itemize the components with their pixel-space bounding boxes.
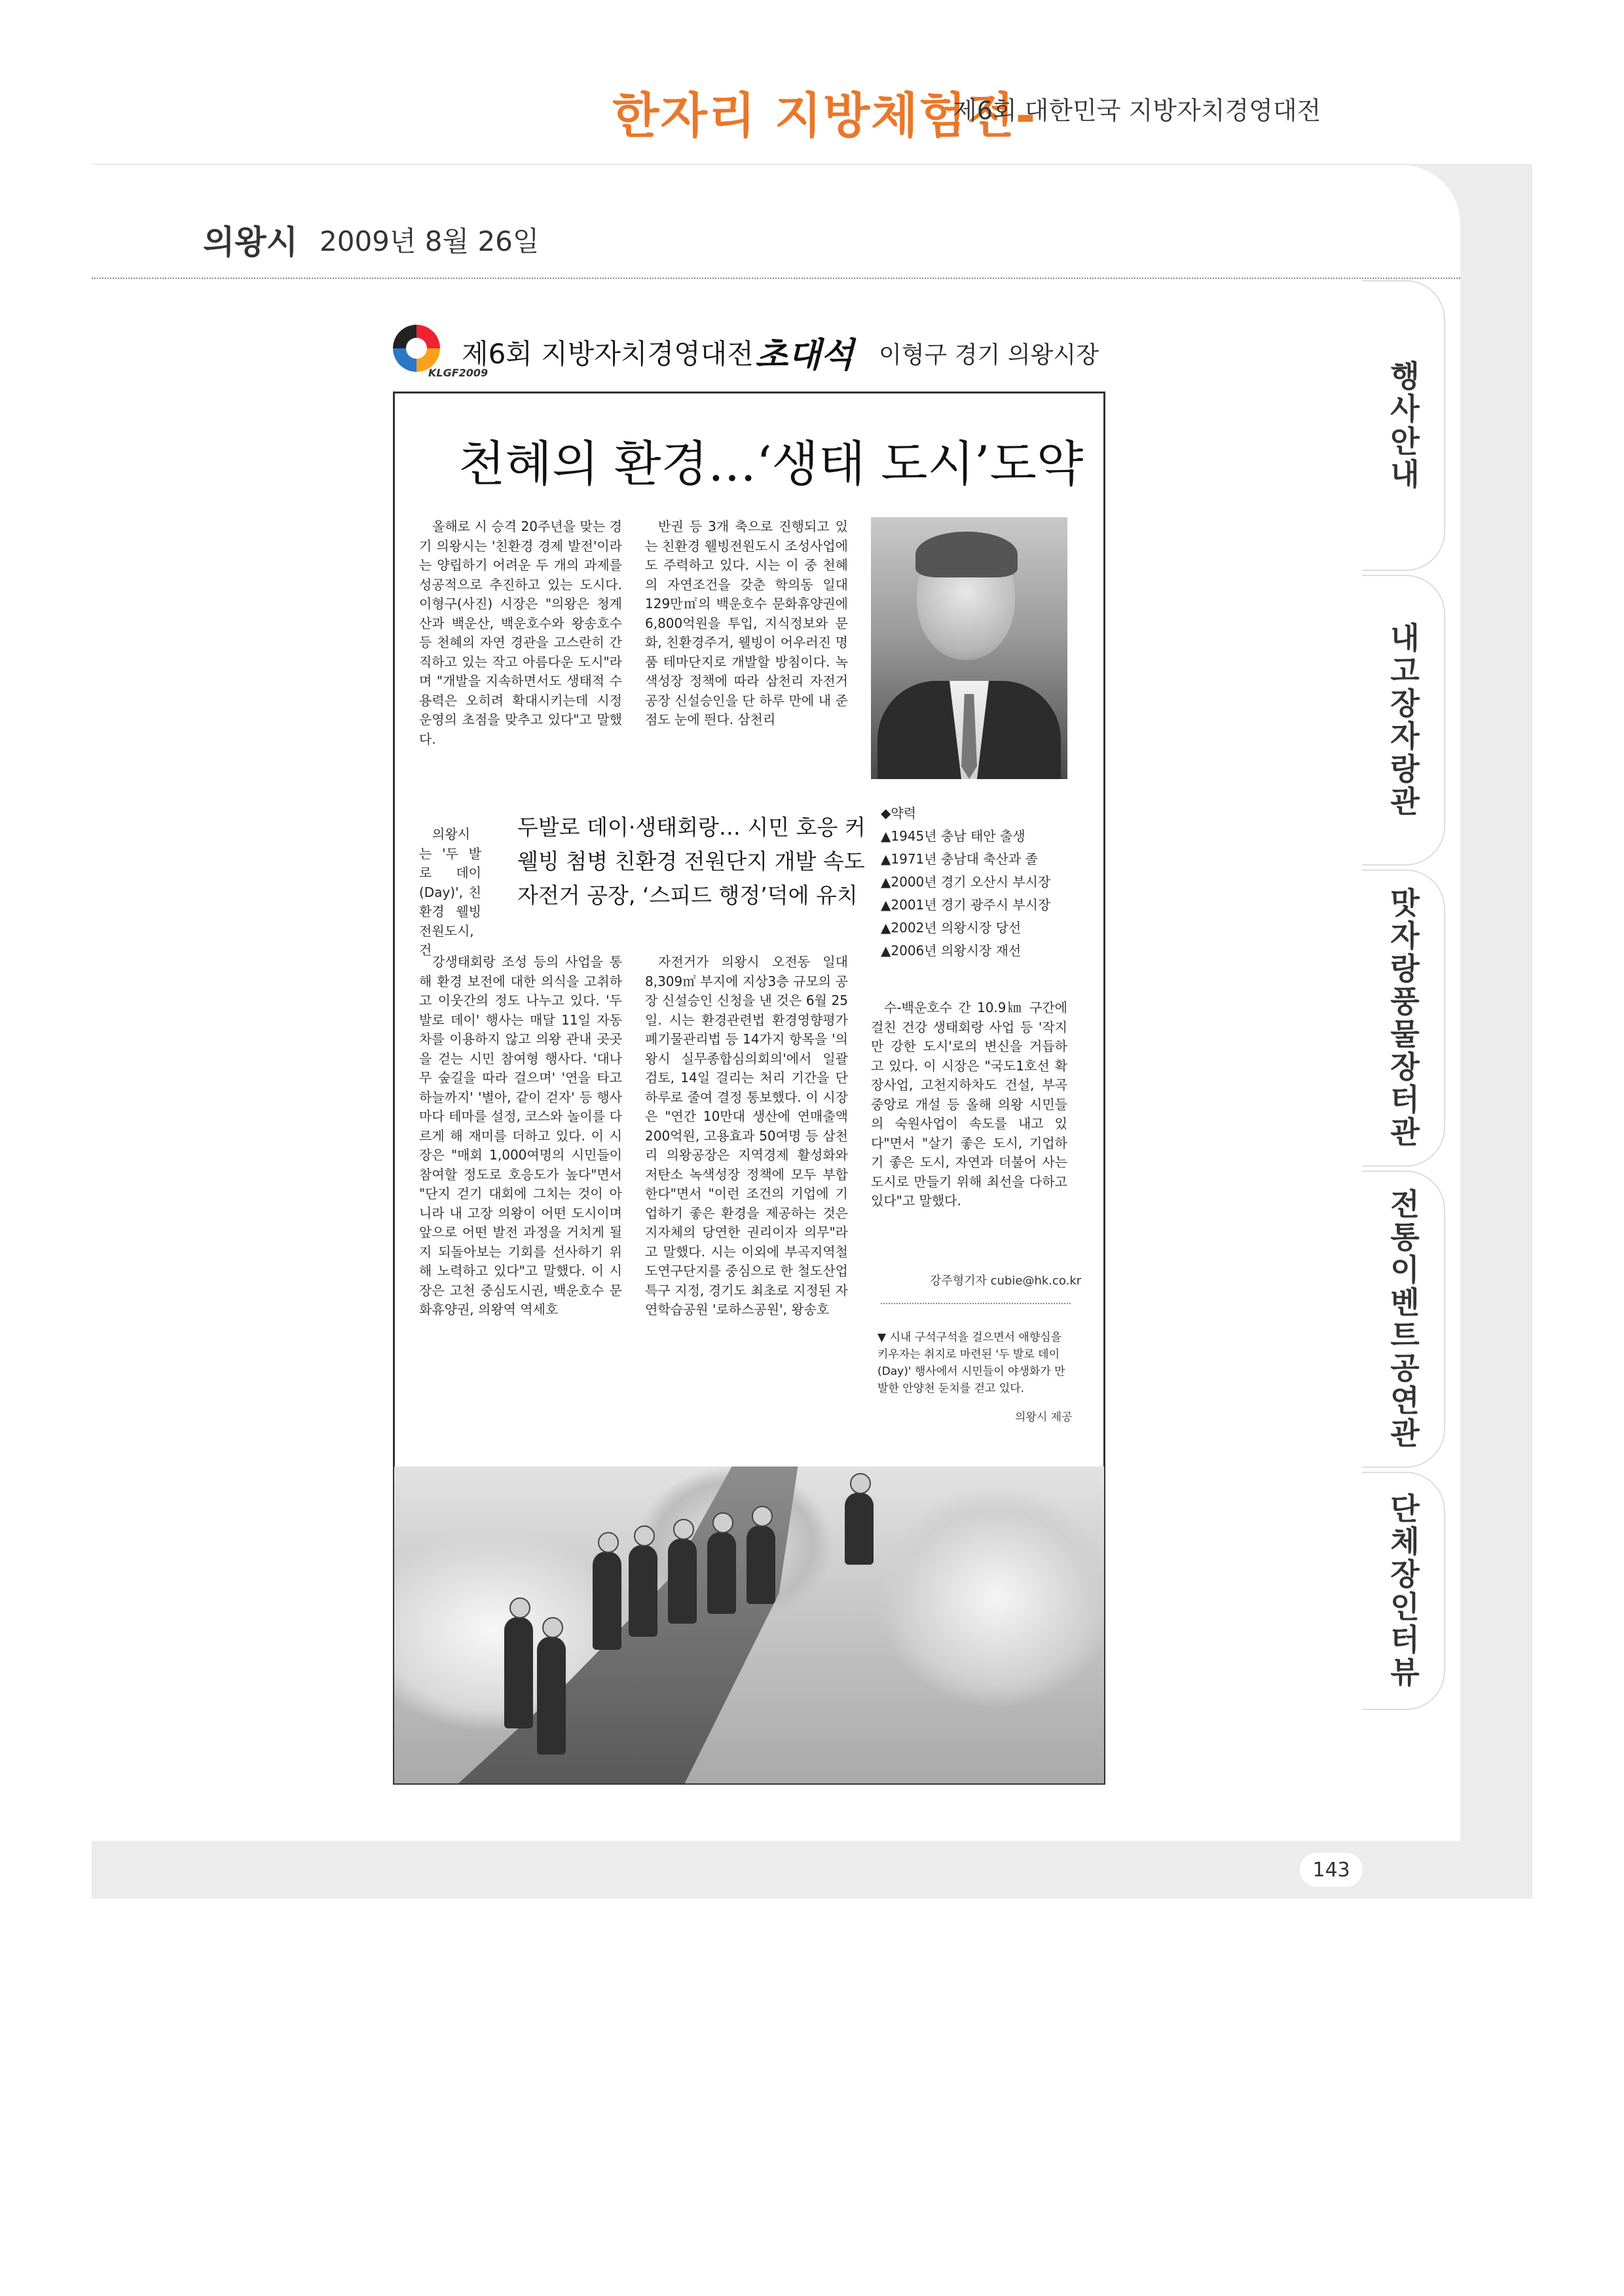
photo-walker	[747, 1525, 775, 1604]
paragraph: 수-백운호수 간 10.9㎞ 구간에 걸친 건강 생태회랑 사업 등 '작지만 강한 도시'로의 변신을 거듭하고 있다. 이 시장은 "국도1호선 확장사업, 고천지하차도 건설, 부곡 중앙로 개설 등 올해 의왕 시민들의 숙원사업이 속도를 내고 있다"면서 "살기 좋은 도시, 기업하기 좋은 도시, 자연과 더불어 사는 도시로 만들기 위해 최선을 다하고 있다"고 말했다.	[871, 1000, 1067, 1209]
paragraph: 반권 등 3개 축으로 진행되고 있는 친환경 웰빙전원도시 조성사업에도 주력하고 있다. 시는 이 중 천혜의 자연조건을 갖춘 학의동 일대 129만㎡의 백운호수 문화휴양권에 6,800억원을 투입, 지식정보와 문화, 친환경주거, 웰빙이 어우러진 명품 테마단지로 개발할 방침이다. 녹색성장 정책에 따라 삼천리 자전거공장 신설승인을 단 하루 만에 내 준 점도 눈에 띈다. 삼천리	[645, 519, 848, 727]
publish-date: 2009년 8월 26일	[320, 225, 540, 257]
section-subtitle: 제6회 대한민국 지방자치경영대전	[953, 96, 1321, 125]
photo-walker	[845, 1493, 874, 1565]
dotted-divider	[92, 278, 1460, 279]
career-item: ▲2006년 의왕시장 재선	[881, 943, 1022, 958]
klgf-logo-icon	[393, 325, 440, 372]
career-title: ◆약력	[881, 805, 917, 821]
reporter-byline: 강주형기자 cubie@hk.co.kr	[930, 1274, 1082, 1288]
photo-walker	[629, 1545, 657, 1637]
article-column-1-bottom	[419, 953, 622, 1320]
career-item: ▲2002년 의왕시장 당선	[881, 920, 1022, 936]
page-number: 143	[1300, 1853, 1363, 1887]
paragraph: 올해로 시 승격 20주년을 맞는 경기 의왕시는 '친환경 경제 발전'이라는 양립하기 어려운 두 개의 과제를 성공적으로 추진하고 있는 도시다. 이형구(사진) 시장은 "의왕은 청계산과 백운산, 백운호수와 왕송호수 등 천혜의 자연 경관을 고스란히 간직하고 있는 작고 아름다운 도시"라며 "개발을 지속하면서도 생태적 수용력은 오히려 확대시키는데 시정 운영의 초점을 맞추고 있다"고 말했다.	[419, 519, 622, 747]
tab-label: 전통이벤트공연관	[1385, 1188, 1421, 1450]
caption-divider	[881, 1303, 1071, 1304]
tab-label: 맛자랑풍물장터관	[1385, 887, 1421, 1149]
article-column-3-bottom	[871, 998, 1067, 1211]
career-list	[881, 802, 1077, 962]
career-item: ▲1971년 충남대 축산과 졸	[881, 851, 1038, 867]
article-column-1-top	[419, 517, 622, 749]
paragraph: 강생태회랑 조성 등의 사업을 통해 환경 보전에 대한 의식을 고취하고 이웃간의 정도 나누고 있다. '두 발로 데이' 행사는 매달 11일 자동차를 이용하지 않고 의왕 관내 곳곳을 걷는 시민 참여형 행사다. '대나무 숲길을 따라 걸으며' '연을 타고 하늘까지' '별아, 같이 걷자' 등 행사마다 테마를 설정, 코스와 놀이를 다르게 해 재미를 더하고 있다. 이 시장은 "매회 1,000여명의 시민들이 참여할 정도로 호응도가 높다"면서 "단지 걷기 대회에 그치는 것이 아니라 내 고장 의왕이 어떤 도시이며 앞으로 어떤 발전 과정을 거치게 될지 되돌아보는 기회를 선사하기 위해 노력하고 있다"고 말했다. 이 시장은 고천 중심도시권, 백운호수 문화휴양권, 의왕역 역세호	[419, 954, 622, 1317]
tab-food-market[interactable]	[1362, 869, 1445, 1167]
career-item: ▲1945년 충남 태안 출생	[881, 828, 1025, 844]
photo-walker	[504, 1617, 533, 1728]
career-item: ▲2001년 경기 광주시 부시장	[881, 897, 1051, 913]
article-column-1-side	[419, 825, 481, 960]
deck-line: 두발로 데이·생태회랑… 시민 호응 커	[517, 814, 866, 840]
tab-traditional-events[interactable]	[1362, 1171, 1445, 1468]
tab-local-pride[interactable]	[1362, 575, 1445, 866]
photo-walker	[707, 1532, 736, 1614]
article-kicker: 제6회 지방자치경영대전	[462, 338, 754, 370]
article-column-2-top	[645, 517, 848, 730]
kicker-calligraphy: 초대석	[755, 335, 854, 375]
tab-label: 행사안내	[1385, 360, 1421, 491]
klgf-logo-text: KLGF2009	[428, 367, 489, 379]
deck-line: 웰빙 첨병 친환경 전원단지 개발 속도	[517, 848, 865, 874]
paragraph: 의왕시는 '두 발로 데이(Day)', 친환경 웰빙 전원도시, 건	[419, 826, 481, 958]
career-item: ▲2000년 경기 오산시 부시장	[881, 874, 1051, 890]
photo-caption: ▼ 시내 구석구석을 걸으면서 애향심을 키우자는 취지로 마련된 '두 발로 데이(Day)' 행사에서 시민들이 야생화가 만발한 안양천 둔치를 걷고 있다.	[877, 1331, 1065, 1395]
photo-credit: 의왕시 제공	[1015, 1411, 1073, 1424]
tab-leader-interview[interactable]	[1362, 1472, 1445, 1710]
interviewee-byline: 이형구 경기 의왕시장	[879, 342, 1099, 369]
tab-label: 단체장인터뷰	[1385, 1493, 1421, 1689]
photo-walker	[537, 1637, 566, 1755]
section-title: 한자리 지방체험전-	[612, 88, 1037, 144]
photo-walker	[668, 1539, 697, 1624]
deck-line: 자전거 공장, ‘스피드 행정’덕에 유치	[517, 883, 858, 908]
tab-label: 내고장자랑관	[1385, 622, 1421, 818]
photo-walker	[593, 1552, 621, 1650]
paragraph: 자전거가 의왕시 오전동 일대 8,309㎡ 부지에 지상3층 규모의 공장 신설승인 신청을 낸 것은 6월 25일. 시는 환경관련법 환경영향평가 폐기물관리법 등 14가지 항목을 '의왕시 실무종합심의회의'에서 일괄 검토, 14일 걸리는 처리 기간을 단 하루로 줄여 결정 통보했다. 이 시장은 "연간 10만대 생산에 연매출액 200억원, 고용효과 50여명 등 삼천리 의왕공장은 지역경제 활성화와 저탄소 녹색성장 정책에 모두 부합한다"면서 "이런 조건의 기업에 기업하기 좋은 환경을 제공하는 것은 지자체의 당연한 권리이자 의무"라고 말했다. 시는 이외에 부곡지역철도연구단지를 중심으로 한 철도산업특구 지정, 경기도 최초로 지정된 자연학습공원 '로하스공원', 왕송호	[645, 954, 848, 1317]
article-column-2-bottom	[645, 953, 848, 1320]
tab-event-info[interactable]	[1362, 280, 1445, 571]
article-headline: 천혜의 환경…‘생태 도시’도약	[458, 436, 1084, 492]
portrait-hair	[915, 532, 1018, 577]
city-name: 의왕시	[203, 223, 298, 261]
article-deck	[517, 811, 866, 913]
